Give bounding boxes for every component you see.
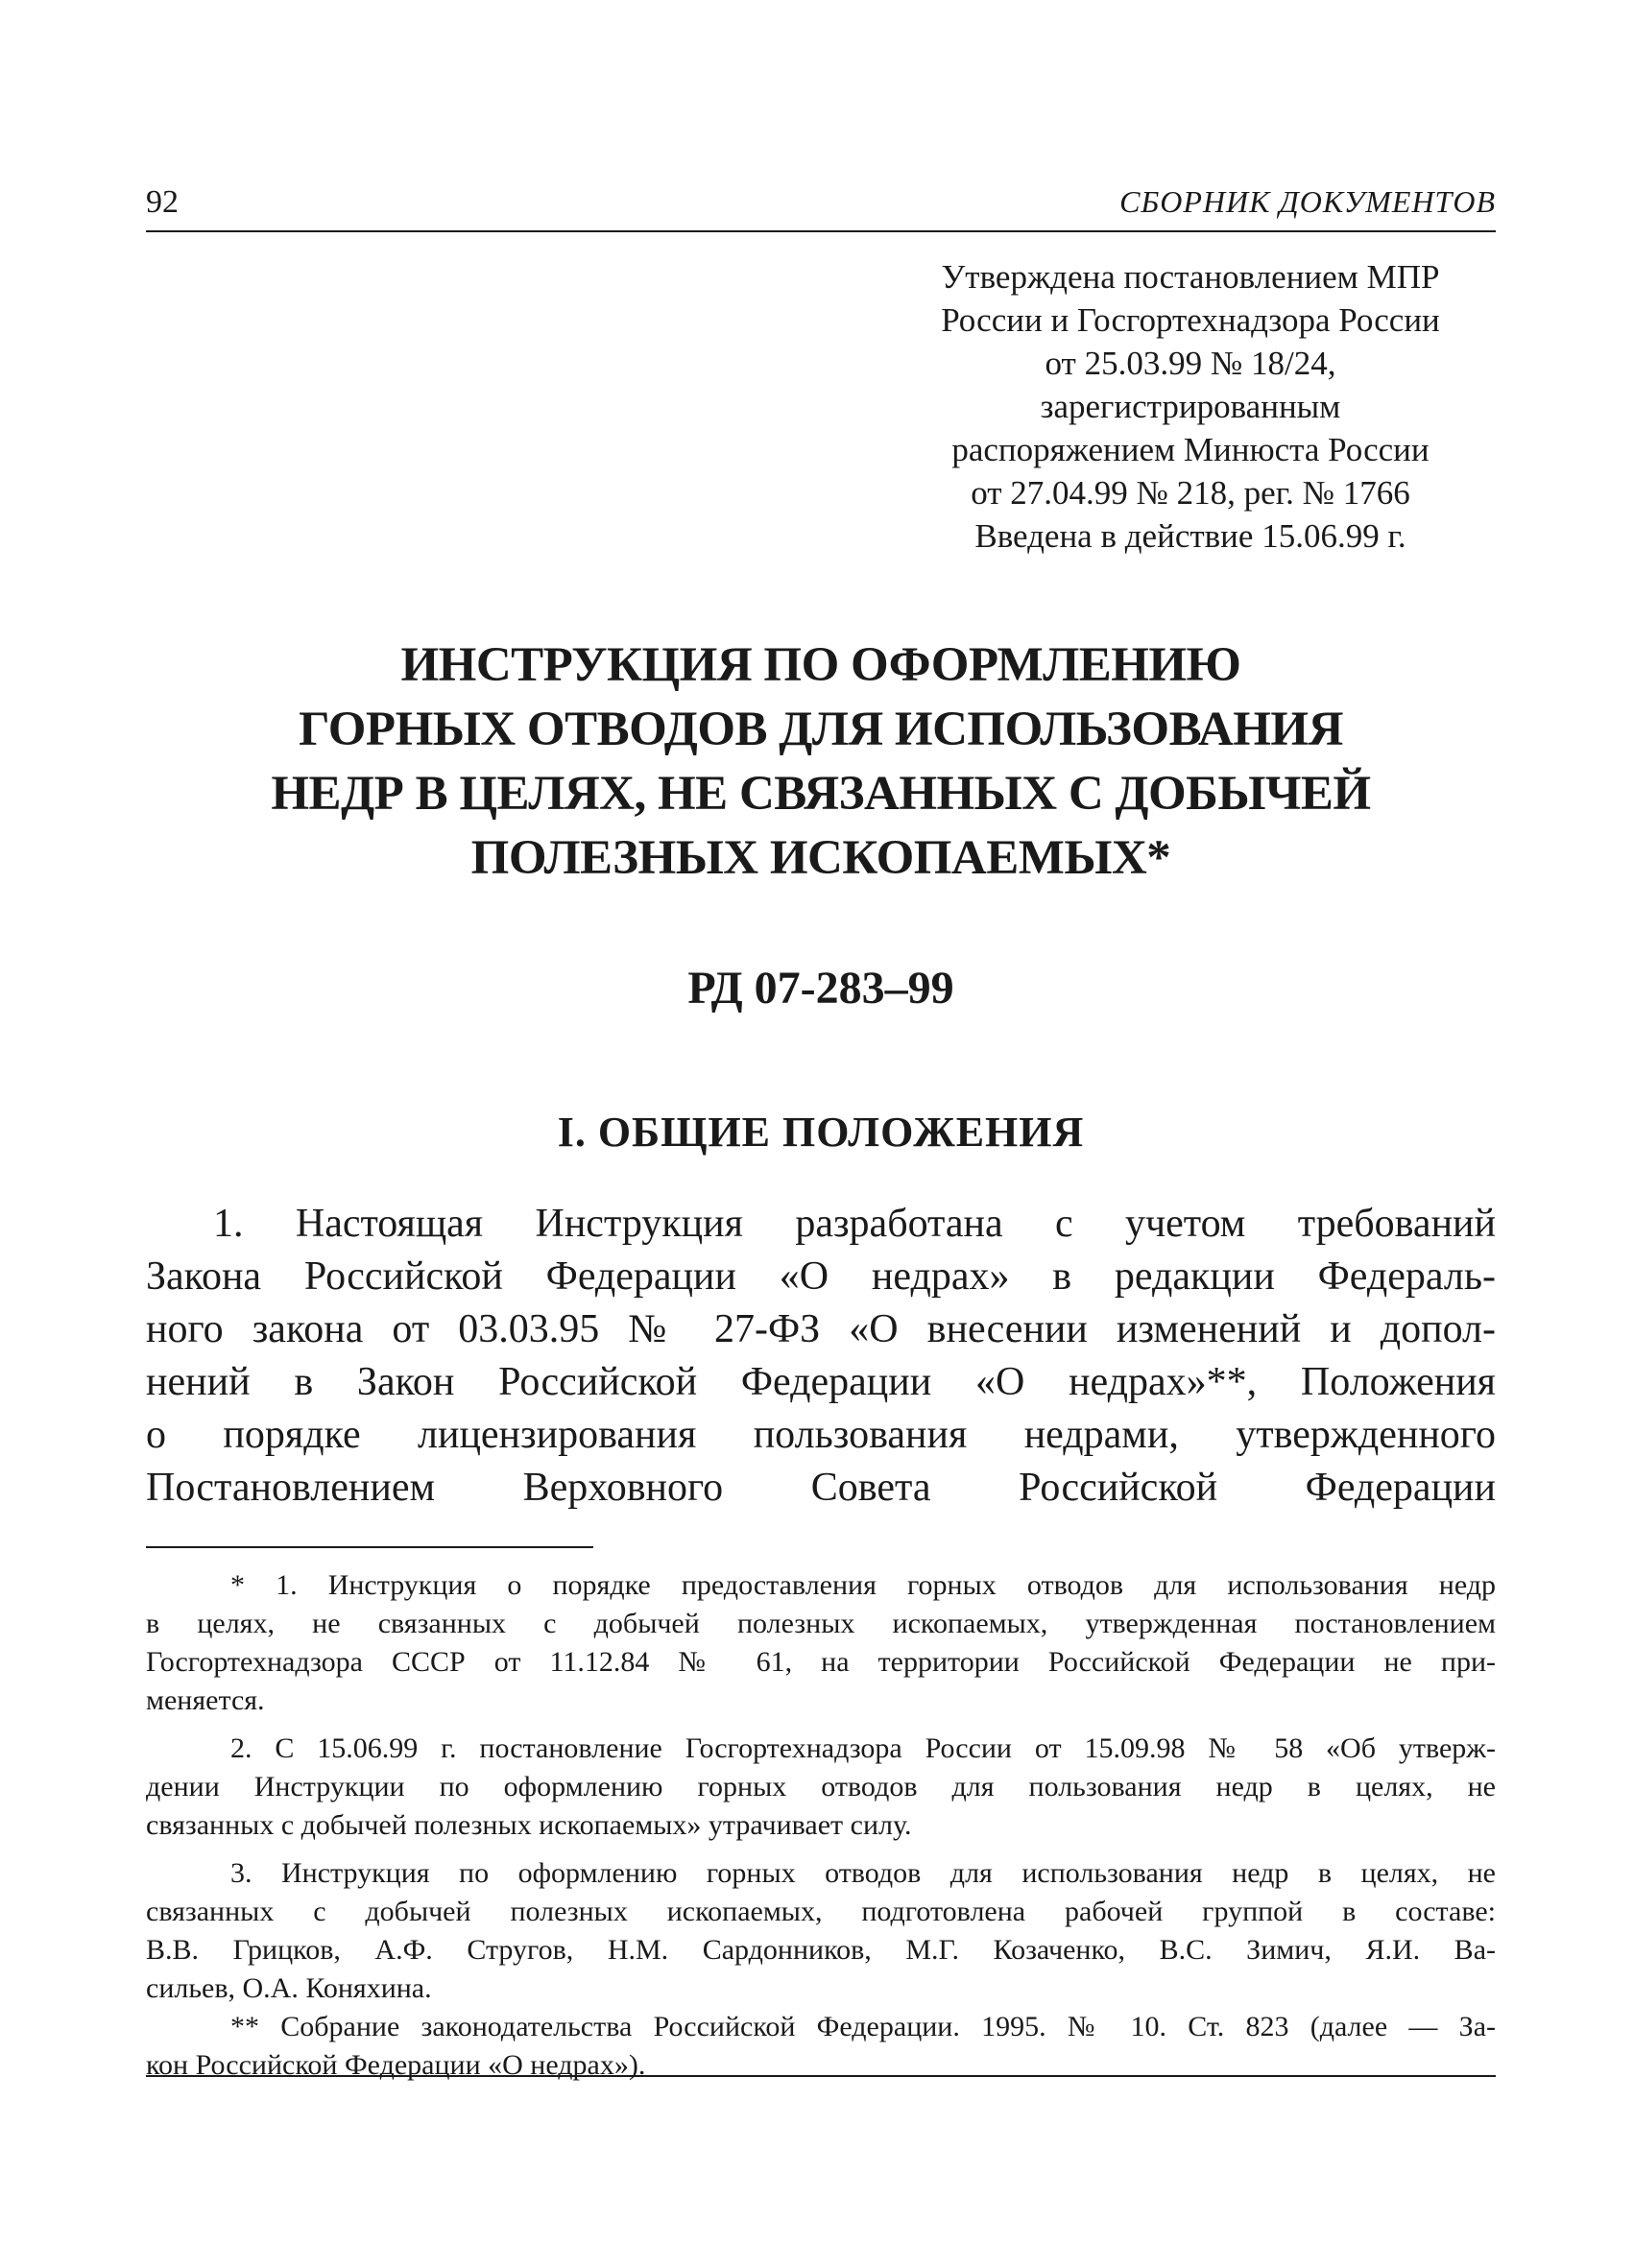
footnote-2: [146, 1730, 1496, 1845]
approval-line: Введена в действие 15.06.99 г.: [974, 517, 1406, 555]
paragraph-line: Постановлением Верховного Совета Российской Федерации: [146, 1466, 1496, 1510]
footnote-line: связанных с добычей полезных ископаемых» утрачивает силу.: [146, 1809, 912, 1841]
approval-line: от 25.03.99 № 18/24,: [1045, 345, 1336, 382]
header-divider: [146, 230, 1496, 232]
approval-line: от 27.04.99 № 218, рег. № 1766: [971, 474, 1410, 512]
paragraph-line: о порядке лицензирования пользования недрами, утвержденного: [146, 1413, 1496, 1457]
title-line: ГОРНЫХ ОТВОДОВ ДЛЯ ИСПОЛЬЗОВАНИЯ: [299, 703, 1343, 756]
bottom-divider: [146, 2075, 1496, 2077]
footnote-line: В.В. Грицков, А.Ф. Стругов, Н.М. Сардонников, М.Г. Козаченко, В.С. Зимич, Я.И. Ва-: [146, 1934, 1496, 1966]
approval-line: Утверждена постановлением МПР: [941, 258, 1440, 296]
paragraph-line: нений в Закон Российской Федерации «О недрах»**, Положения: [146, 1360, 1496, 1404]
footnote-line: связанных с добычей полезных ископаемых, подготовлена рабочей группой в составе:: [146, 1896, 1496, 1927]
title-line: ИНСТРУКЦИЯ ПО ОФОРМЛЕНИЮ: [400, 638, 1241, 692]
section-paragraph: [146, 1198, 1496, 1515]
footnote-line: сильев, О.А. Коняхина.: [146, 1972, 432, 2004]
document-title: [146, 633, 1496, 891]
footnote-line: кон Российской Федерации «О недрах»).: [146, 2049, 646, 2081]
footnotes: [146, 1566, 1496, 2085]
approval-line: распоряжением Минюста России: [951, 431, 1430, 468]
footnote-line: в целях, не связанных с добычей полезных ископаемых, утвержденная постановлением: [146, 1608, 1496, 1639]
paragraph-line: 1. Настоящая Инструкция разработана с учетом требований: [213, 1202, 1496, 1246]
title-line: ПОЛЕЗНЫХ ИСКОПАЕМЫХ*: [470, 831, 1171, 885]
paragraph-line: ного закона от 03.03.95 № 27-ФЗ «О внесении изменений и допол-: [146, 1307, 1496, 1351]
title-line: НЕДР В ЦЕЛЯХ, НЕ СВЯЗАННЫХ С ДОБЫЧЕЙ: [271, 767, 1371, 821]
footnote-3: [146, 1854, 1496, 2008]
footnote-line: 2. С 15.06.99 г. постановление Госгортехнадзора России от 15.09.98 № 58 «Об утверж-: [230, 1732, 1496, 1764]
section-heading: I. ОБЩИЕ ПОЛОЖЕНИЯ: [557, 1109, 1085, 1156]
running-header: [146, 184, 1496, 232]
approval-block: [883, 255, 1498, 558]
footnote-divider: [146, 1546, 593, 1548]
footnote-line: 3. Инструкция по оформлению горных отводов для использования недр в целях, не: [230, 1857, 1496, 1889]
footnote-line: * 1. Инструкция о порядке предоставления горных отводов для использования недр: [230, 1569, 1496, 1601]
approval-line: России и Госгортехнадзора России: [941, 301, 1440, 339]
footnote-line: меняется.: [146, 1684, 265, 1716]
approval-line: зарегистрированным: [1040, 388, 1341, 425]
footnote-1: [146, 1566, 1496, 1720]
document-code: РД 07-283–99: [687, 963, 954, 1014]
page-number: 92: [146, 184, 179, 220]
footnote-line: дении Инструкции по оформлению горных отводов для пользования недр в целях, не: [146, 1771, 1496, 1802]
footnote-4: [146, 2008, 1496, 2085]
collection-title: СБОРНИК ДОКУМЕНТОВ: [1119, 184, 1496, 219]
paragraph-line: Закона Российской Федерации «О недрах» в редакции Федераль-: [146, 1254, 1496, 1299]
footnote-line: Госгортехнадзора СССР от 11.12.84 № 61, на территории Российской Федерации не при-: [146, 1646, 1496, 1678]
footnote-line: ** Собрание законодательства Российской Федерации. 1995. № 10. Ст. 823 (далее — За-: [230, 2011, 1496, 2042]
